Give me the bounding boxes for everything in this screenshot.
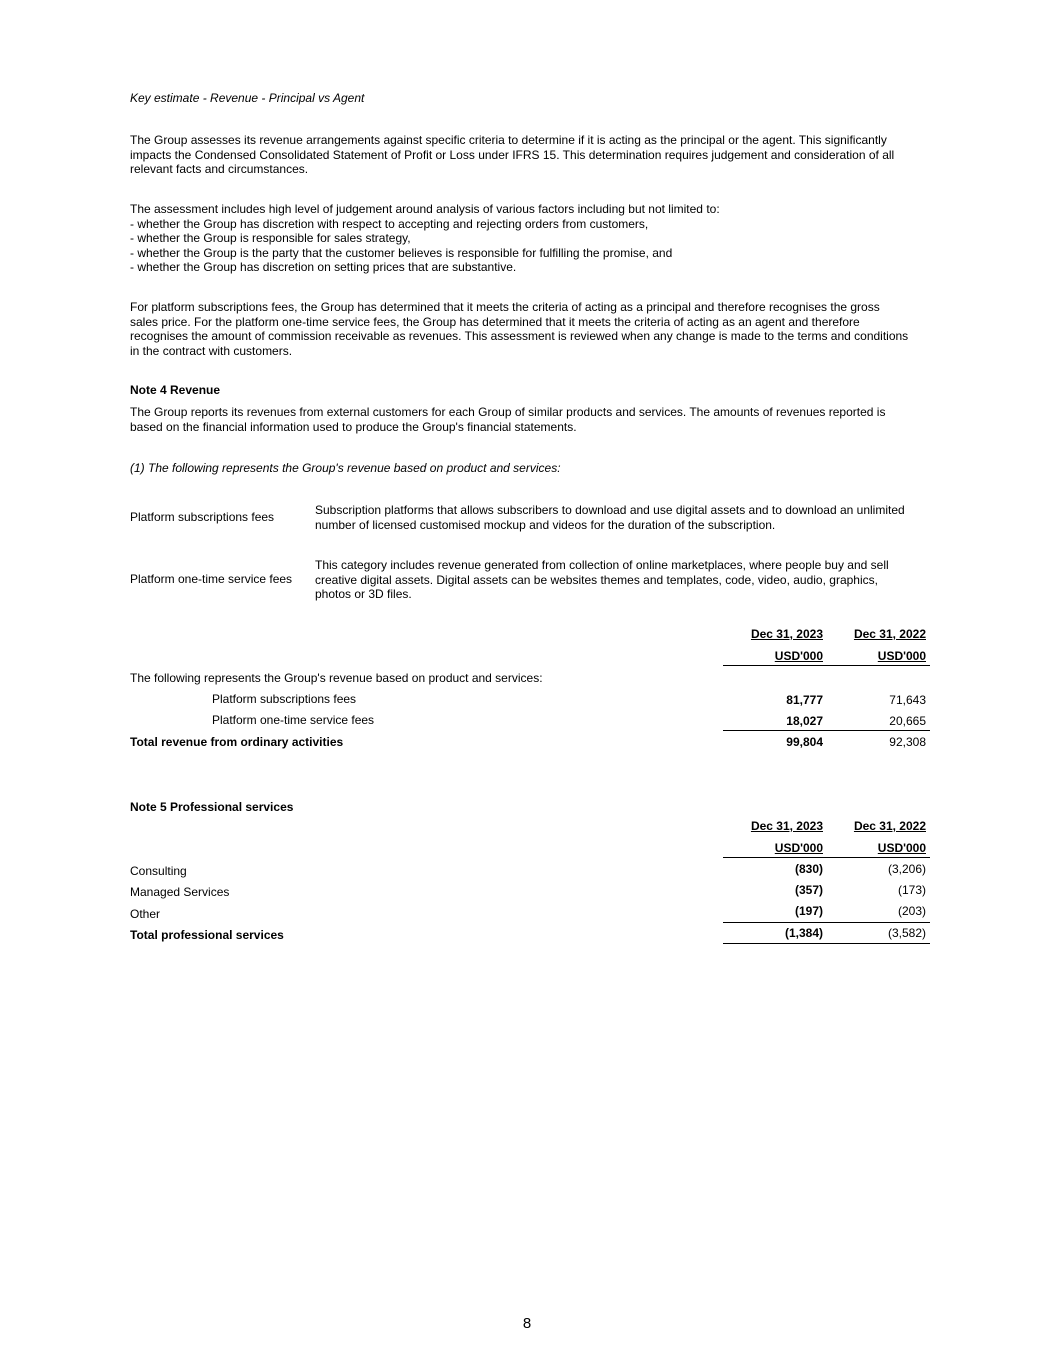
definition-description [315, 558, 935, 602]
total-2022: (3,582) [887, 926, 926, 940]
key-estimate-title: Key estimate - Revenue - Principal vs Agent [130, 91, 365, 105]
value-2023: (357) [794, 883, 823, 897]
row-label: Consulting [130, 864, 187, 878]
text-line: number of licensed customised mockup and videos for the duration of the subscription. [315, 517, 776, 532]
value-2022: 20,665 [889, 714, 926, 728]
total-2023: (1,384) [784, 926, 823, 940]
page-number: 8 [522, 1315, 532, 1332]
text-line: - whether the Group has discretion on setting prices that are substantive. [130, 260, 517, 274]
total-label: Total revenue from ordinary activities [130, 735, 344, 749]
unit-header-2023: USD'000 [774, 649, 823, 663]
text-line: - whether the Group is responsible for sales strategy, [130, 231, 411, 245]
text-line: based on the financial information used to produce the Group's financial statements. [130, 419, 577, 434]
definition-term: Platform one-time service fees [130, 572, 293, 586]
text-line: impacts the Condensed Consolidated Statement of Profit or Loss under IFRS 15. This determination requires judgement and consideration of all [130, 147, 895, 162]
row-label: Managed Services [130, 885, 230, 899]
unit-header-2022: USD'000 [877, 841, 926, 855]
text-line: The Group assesses its revenue arrangements against specific criteria to determine if it is acting as the principal or the agent. This significantly [130, 133, 887, 147]
text-line: photos or 3D files. [315, 587, 412, 601]
row-label: Other [130, 907, 161, 921]
text-line: Subscription platforms that allows subscribers to download and use digital assets and to download an unlimited [315, 503, 905, 517]
header-divider [723, 665, 930, 666]
total-2023: 99,804 [786, 735, 823, 749]
note4-title: Note 4 Revenue [130, 383, 221, 397]
value-2023: 18,027 [786, 714, 823, 728]
unit-header-2022: USD'000 [877, 649, 926, 663]
text-line: - whether the Group is the party that the customer believes is responsible for fulfilling the promise, and [130, 245, 673, 260]
text-line: The Group reports its revenues from external customers for each Group of similar products and services. The amounts of revenues reported is [130, 405, 886, 419]
total-bottom-rule [723, 943, 930, 944]
table-caption: The following represents the Group's revenue based on product and services: [130, 671, 543, 685]
column-header-2023: Dec 31, 2023 [750, 819, 823, 833]
value-2022: (173) [897, 883, 926, 897]
value-2022: 71,643 [889, 693, 926, 707]
unit-header-2023: USD'000 [774, 841, 823, 855]
text-line: This category includes revenue generated from collection of online marketplaces, where people buy and sell [315, 558, 889, 572]
column-header-2022: Dec 31, 2022 [853, 819, 926, 833]
value-2023: 81,777 [786, 693, 823, 707]
text-line: in the contract with customers. [130, 343, 293, 358]
row-label: Platform one-time service fees [212, 713, 375, 727]
text-line: The assessment includes high level of judgement around analysis of various factors including but not limited to: [130, 202, 720, 216]
key-estimate-paragraph-1 [130, 133, 930, 177]
value-2022: (203) [897, 904, 926, 918]
row-label: Platform subscriptions fees [212, 692, 357, 706]
note5-title: Note 5 Professional services [130, 800, 294, 814]
text-line: For platform subscriptions fees, the Group has determined that it meets the criteria of acting as a principal and therefore recognises the gross [130, 300, 880, 314]
text-line: - whether the Group has discretion with respect to accepting and rejecting orders from customers, [130, 216, 649, 231]
text-line: creative digital assets. Digital assets can be websites themes and templates, code, video, audio, graphics, [315, 572, 878, 587]
column-header-2023: Dec 31, 2023 [750, 627, 823, 641]
total-divider [723, 730, 930, 731]
definition-term: Platform subscriptions fees [130, 510, 275, 524]
definition-description [315, 503, 935, 532]
value-2022: (3,206) [887, 862, 926, 876]
total-2022: 92,308 [889, 735, 926, 749]
note4-intro [130, 405, 930, 434]
key-estimate-paragraph-3 [130, 300, 930, 358]
text-line: relevant facts and circumstances. [130, 162, 309, 176]
value-2023: (197) [794, 904, 823, 918]
column-header-2022: Dec 31, 2022 [853, 627, 926, 641]
text-line: recognises the amount of commission receivable as revenues. This assessment is reviewed when any change is made to the terms and conditions [130, 329, 909, 343]
value-2023: (830) [794, 862, 823, 876]
total-divider [723, 922, 930, 923]
total-label: Total professional services [130, 928, 284, 942]
key-estimate-paragraph-2 [130, 202, 930, 275]
header-divider [723, 857, 930, 858]
text-line: sales price. For the platform one-time service fees, the Group has determined that it meets the criteria of acting as an agent and therefore [130, 314, 860, 329]
note4-subtitle: (1) The following represents the Group's revenue based on product and services: [130, 461, 561, 475]
